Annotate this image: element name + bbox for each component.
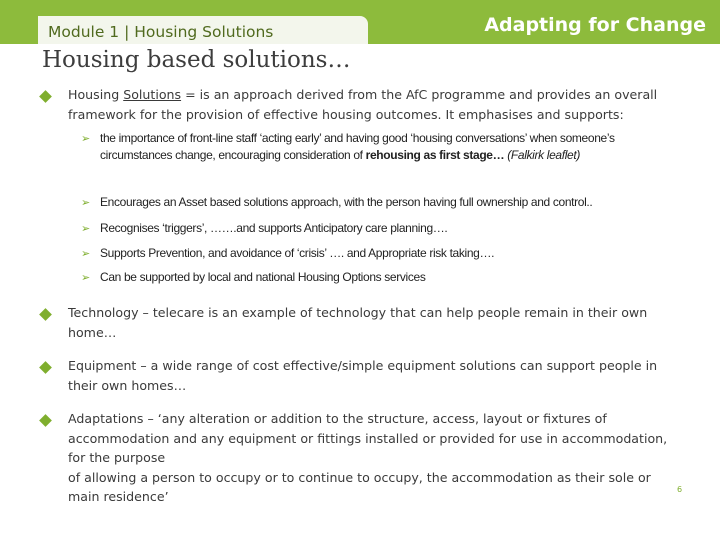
arrow-icon: ➢ bbox=[81, 132, 91, 145]
subpoint-italic: (Falkirk leaflet) bbox=[504, 148, 580, 162]
module-label: Module 1 | Housing Solutions bbox=[48, 23, 274, 41]
bullet-lead: Technology bbox=[68, 305, 139, 320]
subpoint-1: the importance of front-line staff ‘acting early’ and having good ‘housing conversations’ when someone’s circumstances change, encouraging consideration of rehousing as first stage… (Falkirk leaflet) bbox=[100, 131, 615, 162]
page-number: 6 bbox=[677, 485, 683, 494]
bullet-marker bbox=[39, 90, 52, 103]
bullet-lead: Equipment bbox=[68, 358, 137, 373]
slide-title: Housing based solutions… bbox=[42, 47, 351, 73]
bullet-text: – telecare is an example of technology that can help people remain in their own home… bbox=[68, 305, 648, 340]
arrow-icon: ➢ bbox=[81, 196, 91, 209]
subpoint-3: Recognises ‘triggers’, …….and supports Anticipatory care planning…. bbox=[100, 221, 448, 235]
bullet-lead: Housing bbox=[68, 87, 124, 102]
brand-title: Adapting for Change bbox=[484, 14, 706, 36]
bullet-lead-underlined: Solutions bbox=[123, 87, 182, 102]
bullet-adaptations bbox=[68, 409, 683, 507]
bullet-marker bbox=[39, 414, 52, 427]
arrow-icon: ➢ bbox=[81, 247, 91, 260]
subpoint-2: Encourages an Asset based solutions approach, with the person having full ownership and control.. bbox=[100, 195, 593, 209]
bullet-equipment bbox=[68, 356, 680, 395]
bullet-text: – a wide range of cost effective/simple equipment solutions can support people in their own homes… bbox=[68, 358, 658, 393]
arrow-icon: ➢ bbox=[81, 271, 91, 284]
bullet-text-continued: of allowing a person to occupy or to continue to occupy, the accommodation as their sole or main residence’ bbox=[68, 469, 651, 504]
subpoint-4: Supports Prevention, and avoidance of ‘crisis’ …. and Appropriate risk taking…. bbox=[100, 246, 495, 260]
subpoint-bold: rehousing as first stage… bbox=[365, 148, 505, 162]
bullet-lead: Adaptations – bbox=[68, 411, 154, 426]
bullet-housing-solutions bbox=[68, 85, 680, 124]
bullet-marker bbox=[39, 361, 52, 374]
bullet-technology bbox=[68, 303, 680, 342]
bullet-text: ‘any alteration or addition to the structure, access, layout or fixtures of accommodation and any equipment or fittings installed or provided for use in accommodation, for the purpose bbox=[68, 411, 668, 465]
bullet-text: = is an approach derived from the AfC programme and provides an overall framework for the provision of effective housing outcomes. It emphasises and supports: bbox=[68, 87, 658, 122]
bullet-marker bbox=[39, 308, 52, 321]
arrow-icon: ➢ bbox=[81, 222, 91, 235]
subpoint-5: Can be supported by local and national Housing Options services bbox=[100, 270, 426, 284]
